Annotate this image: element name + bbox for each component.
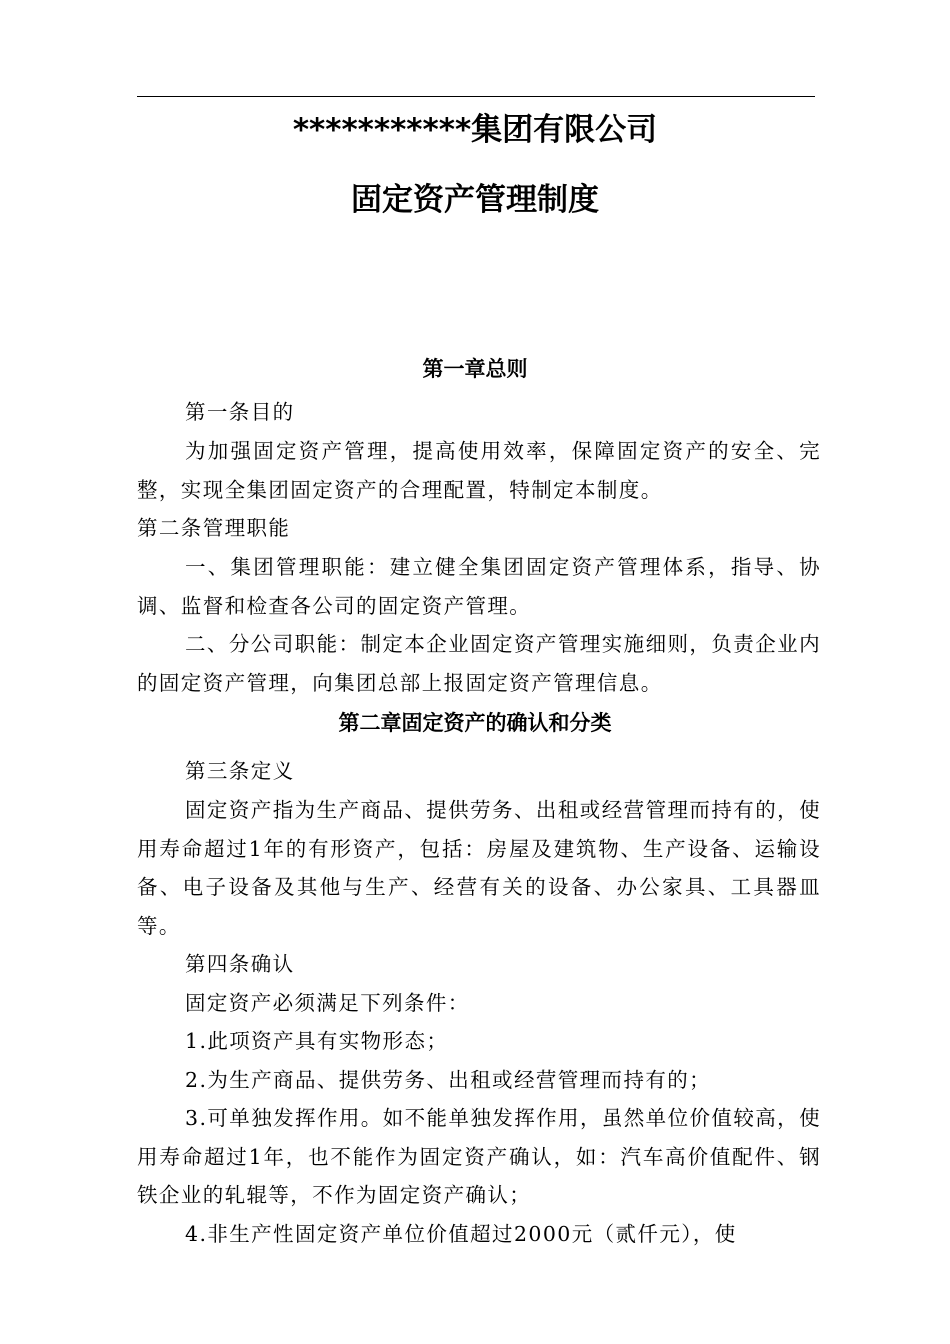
article-4-intro: 固定资产必须满足下列条件： <box>185 991 470 1015</box>
document-title: 固定资产管理制度 <box>351 182 599 218</box>
company-name: ***********集团有限公司 <box>292 112 658 148</box>
article-4-condition-2: 2.为生产商品、提供劳务、出租或经营管理而持有的； <box>185 1068 712 1092</box>
article-4-title: 第四条确认 <box>185 952 295 976</box>
article-4-condition-4: 4.非生产性固定资产单位价值超过2000元（贰仟元），使 <box>185 1222 737 1246</box>
article-1-title: 第一条目的 <box>185 400 295 424</box>
article-4-condition-3: 3.可单独发挥作用。如不能单独发挥作用，虽然单位价值较高，使用寿命超过1年，也不能作为固定资产确认，如：汽车高价值配件、钢铁企业的轧辊等，不作为固定资产确认； <box>137 1106 821 1208</box>
article-3-text: 固定资产指为生产商品、提供劳务、出租或经营管理而持有的，使用寿命超过1年的有形资产，包括：房屋及建筑物、生产设备、运输设备、电子设备及其他与生产、经营有关的设备、办公家具、工具器皿等。 <box>137 798 821 938</box>
article-4-condition-1: 1.此项资产具有实物形态； <box>185 1029 449 1053</box>
chapter-1-heading: 第一章总则 <box>422 357 528 381</box>
article-2-item-1: 一、集团管理职能：建立健全集团固定资产管理体系，指导、协调、监督和检查各公司的固定资产管理。 <box>137 555 821 618</box>
top-rule <box>137 96 815 97</box>
article-2-item-2: 二、分公司职能：制定本企业固定资产管理实施细则，负责企业内的固定资产管理，向集团总部上报固定资产管理信息。 <box>137 632 821 695</box>
article-2-title: 第二条管理职能 <box>137 516 291 540</box>
article-3-title: 第三条定义 <box>185 759 295 783</box>
chapter-2-heading: 第二章固定资产的确认和分类 <box>338 711 612 735</box>
article-1-text: 为加强固定资产管理，提高使用效率，保障固定资产的安全、完整，实现全集团固定资产的合理配置，特制定本制度。 <box>137 439 821 502</box>
